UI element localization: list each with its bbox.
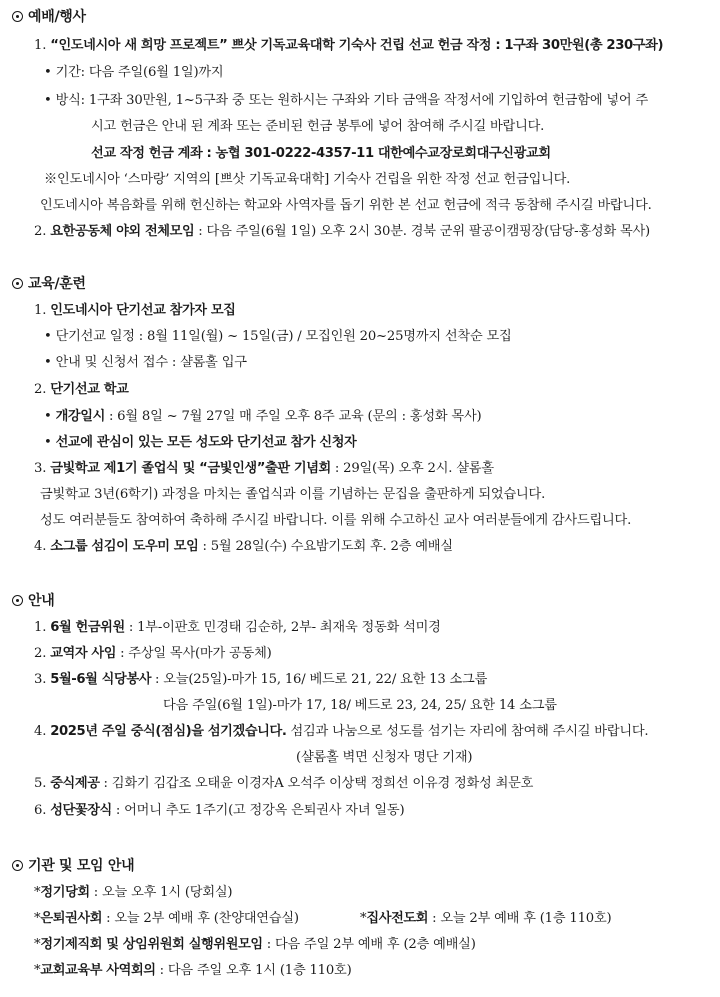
list-item: • 기간: 다음 주일(6월 1일)까지: [44, 65, 224, 80]
list-item: 4. 소그룹 섬김이 도우미 모임 : 5월 28일(수) 수요밤기도회 후. 2층 예배실: [34, 539, 453, 554]
list-item: 시고 헌금은 안내 된 계좌 또는 준비된 헌금 봉투에 넣어 참여해 주시길 바랍니다.: [91, 119, 545, 134]
section-title-worship: 예배/행사: [12, 8, 86, 26]
list-item: *교회교육부 사역회의 : 다음 주일 오후 1시 (1층 110호): [34, 963, 352, 978]
list-item: • 방식: 1구좌 30만원, 1~5구좌 중 또는 원하시는 구좌와 기타 금액을 작정서에 기입하여 헌금함에 넣어 주: [44, 93, 649, 108]
circle-dot-icon: [12, 278, 23, 289]
section-title-notice: 안내: [12, 592, 54, 610]
list-item: • 개강일시 : 6월 8일 ~ 7월 27일 매 주일 오후 8주 교육 (문의 : 홍성화 목사): [44, 409, 482, 424]
list-item: 4. 2025년 주일 중식(점심)을 섬기겠습니다. 섬김과 나눔으로 성도를 섬기는 자리에 참여해 주시길 바랍니다.: [34, 724, 649, 739]
list-item: 2. 단기선교 학교: [34, 382, 129, 397]
list-item: *정기제직회 및 상임위원회 실행위원모임 : 다음 주일 2부 예배 후 (2층 예배실): [34, 937, 476, 952]
section-title-groups: 기관 및 모임 안내: [12, 857, 134, 875]
list-item: 2. 교역자 사임 : 주상일 목사(마가 공동체): [34, 646, 272, 661]
list-item: • 선교에 관심이 있는 모든 성도와 단기선교 참가 신청자: [44, 435, 357, 450]
note-text: 인도네시아 복음화를 위해 헌신하는 학교와 사역자를 돕기 위한 본 선교 헌금에 적극 동참해 주시길 바랍니다.: [40, 198, 652, 213]
body-text: (샬롬홀 벽면 신청자 명단 기재): [296, 750, 473, 765]
list-item: 2. 요한공동체 야외 전체모임 : 다음 주일(6월 1일) 오후 2시 30분. 경북 군위 팔공이캠핑장(담당-홍성화 목사): [34, 224, 651, 239]
list-item: *정기당회 : 오늘 오후 1시 (당회실): [34, 885, 233, 900]
note-text: ※인도네시아 ‘스마랑’ 지역의 [쁘삿 기독교육대학] 기숙사 건립을 위한 작정 선교 헌금입니다.: [44, 172, 571, 187]
account-info: 선교 작정 헌금 계좌 : 농협 301-0222-4357-11 대한예수교장로회대구신광교회: [91, 146, 551, 161]
list-item: 6. 성단꽃장식 : 어머니 추도 1주기(고 정강옥 은퇴권사 자녀 일동): [34, 803, 405, 818]
body-text: 다음 주일(6월 1일)-마가 17, 18/ 베드로 23, 24, 25/ 요한 14 소그룹: [163, 698, 557, 713]
list-item: • 단기선교 일정 : 8월 11일(월) ~ 15일(금) / 모집인원 20~25명까지 선착순 모집: [44, 329, 512, 344]
body-text: 성도 여러분들도 참여하여 축하해 주시길 바랍니다. 이를 위해 수고하신 교사 여러분들에게 감사드립니다.: [40, 513, 632, 528]
list-item: 1. “인도네시아 새 희망 프로젝트” 쁘삿 기독교육대학 기숙사 건립 선교 헌금 작정 : 1구좌 30만원(총 230구좌): [34, 38, 664, 53]
list-item: 3. 5월-6월 식당봉사 : 오늘(25일)-마가 15, 16/ 베드로 21, 22/ 요한 13 소그룹: [34, 672, 488, 687]
circle-dot-icon: [12, 11, 23, 22]
list-item: *은퇴권사회 : 오늘 2부 예배 후 (찬양대연습실): [34, 911, 299, 926]
circle-dot-icon: [12, 860, 23, 871]
list-item: 1. 인도네시아 단기선교 참가자 모집: [34, 303, 236, 318]
list-item: • 안내 및 신청서 접수 : 샬롬홀 입구: [44, 355, 247, 370]
list-item: 1. 6월 헌금위원 : 1부-이판호 민경태 김순하, 2부- 최재욱 정동화 석미경: [34, 620, 441, 635]
circle-dot-icon: [12, 595, 23, 606]
list-item: 5. 중식제공 : 김화기 김갑조 오태윤 이경자A 오석주 이상택 정희선 이유경 정화성 최문호: [34, 776, 534, 791]
section-title-education: 교육/훈련: [12, 275, 86, 293]
list-item: *집사전도회 : 오늘 2부 예배 후 (1층 110호): [360, 911, 612, 926]
list-item: 3. 금빛학교 제1기 졸업식 및 “금빛인생”출판 기념회 : 29일(목) 오후 2시. 샬롬홀: [34, 461, 494, 476]
body-text: 금빛학교 3년(6학기) 과정을 마치는 졸업식과 이를 기념하는 문집을 출판하게 되었습니다.: [40, 487, 546, 502]
